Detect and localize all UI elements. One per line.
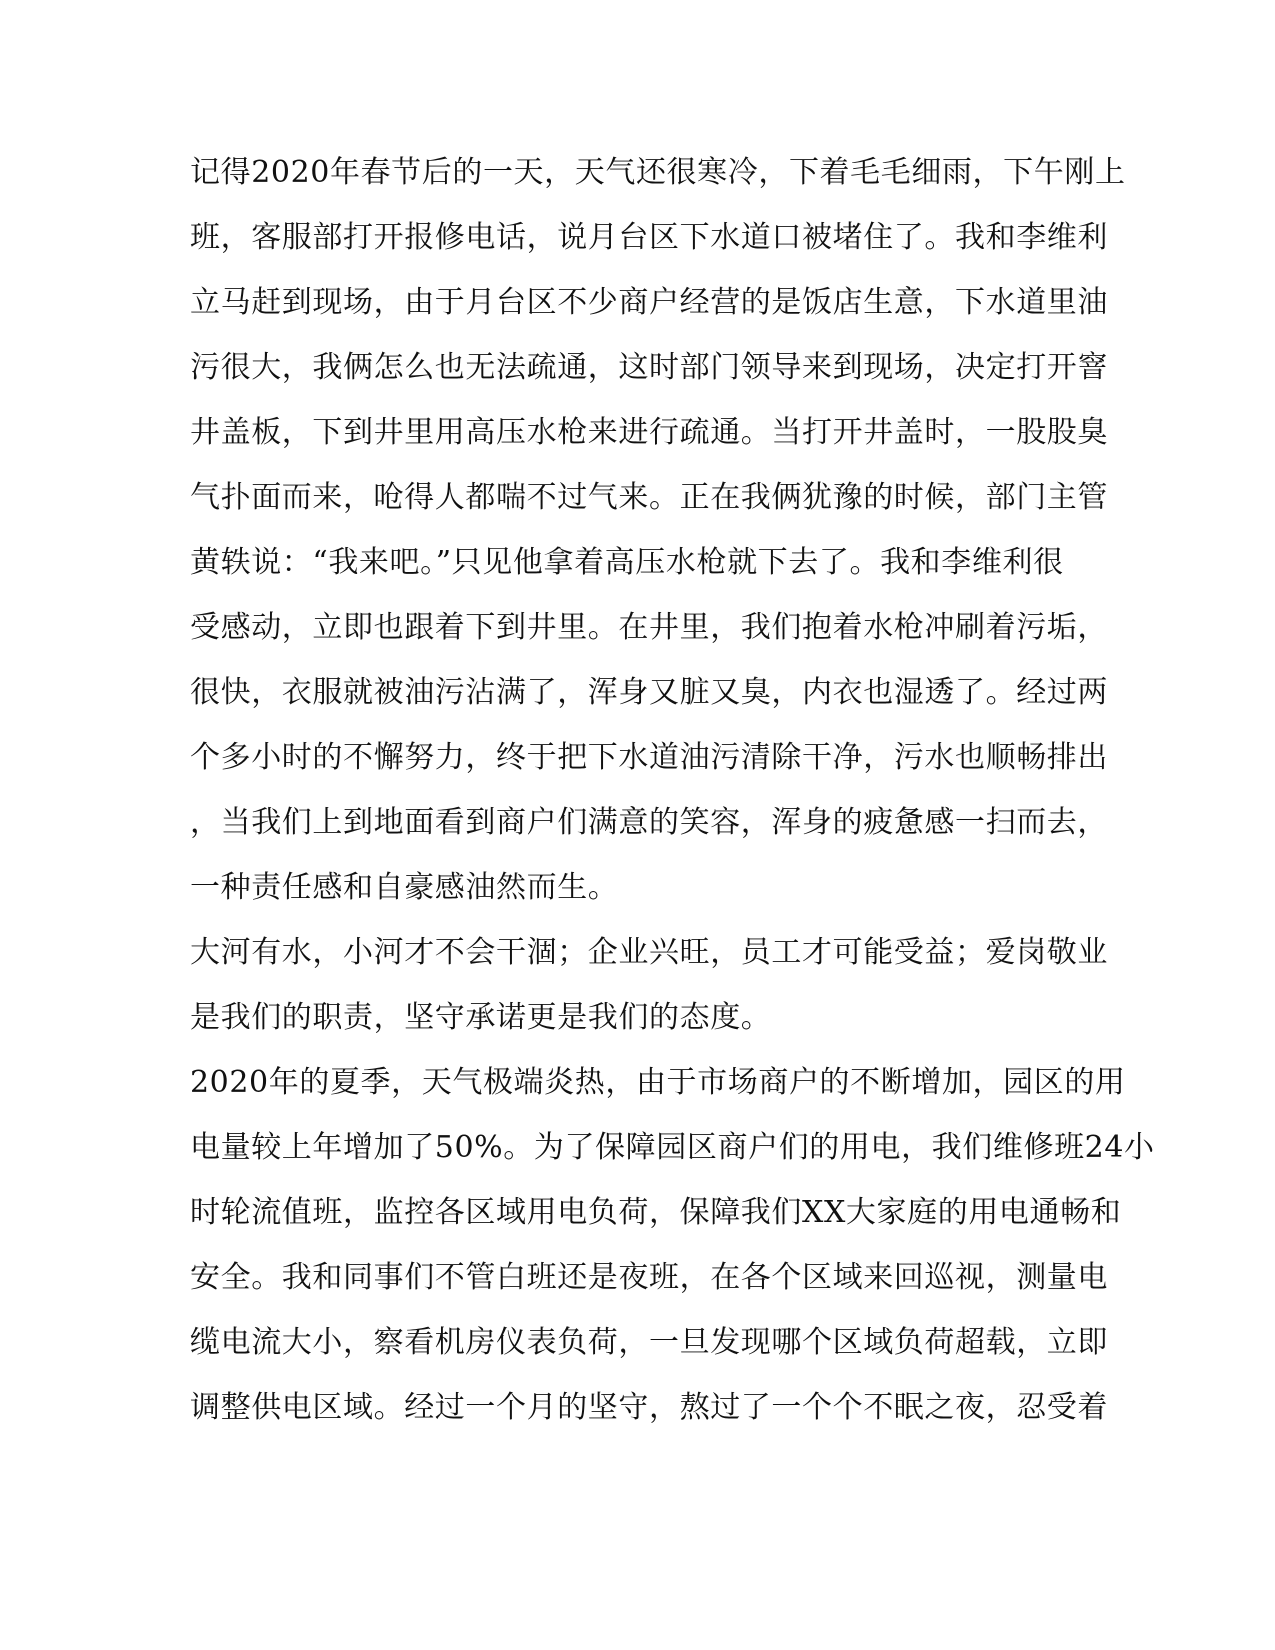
text-line-12: 一种责任感和自豪感油然而生。 xyxy=(190,870,619,905)
text-line-3: 立马赶到现场，由于月台区不少商户经营的是饭店生意，下水道里油 xyxy=(190,285,1108,320)
text-line-13: 大河有水，小河才不会干涸；企业兴旺，员工才可能受益；爱岗敬业 xyxy=(190,935,1108,970)
text-line-11: ，当我们上到地面看到商户们满意的笑容，浑身的疲惫感一扫而去， xyxy=(190,805,1108,840)
text-line-8: 受感动，立即也跟着下到井里。在井里，我们抱着水枪冲刷着污垢， xyxy=(190,610,1108,645)
text-line-17: 时轮流值班，监控各区域用电负荷，保障我们XX大家庭的用电通畅和 xyxy=(190,1195,1122,1230)
text-line-1: 记得2020年春节后的一天，天气还很寒冷，下着毛毛细雨，下午刚上 xyxy=(190,155,1126,190)
text-line-15: 2020年的夏季，天气极端炎热，由于市场商户的不断增加，园区的用 xyxy=(190,1065,1126,1100)
text-line-4: 污很大，我俩怎么也无法疏通，这时部门领导来到现场，决定打开窨 xyxy=(190,350,1108,385)
text-line-2: 班，客服部打开报修电话，说月台区下水道口被堵住了。我和李维利 xyxy=(190,220,1108,255)
text-line-20: 调整供电区域。经过一个月的坚守，熬过了一个个不眠之夜，忍受着 xyxy=(190,1390,1108,1425)
text-line-19: 缆电流大小，察看机房仪表负荷，一旦发现哪个区域负荷超载，立即 xyxy=(190,1325,1108,1360)
text-line-10: 个多小时的不懈努力，终于把下水道油污清除干净，污水也顺畅排出 xyxy=(190,740,1108,775)
text-line-9: 很快，衣服就被油污沾满了，浑身又脏又臭，内衣也湿透了。经过两 xyxy=(190,675,1108,710)
text-line-7: 黄轶说：“我来吧。”只见他拿着高压水枪就下去了。我和李维利很 xyxy=(190,545,1064,580)
text-line-18: 安全。我和同事们不管白班还是夜班，在各个区域来回巡视，测量电 xyxy=(190,1260,1108,1295)
text-line-6: 气扑面而来，呛得人都喘不过气来。正在我俩犹豫的时候，部门主管 xyxy=(190,480,1108,515)
body-text xyxy=(190,140,1155,1440)
text-line-14: 是我们的职责，坚守承诺更是我们的态度。 xyxy=(190,1000,772,1035)
text-line-5: 井盖板，下到井里用高压水枪来进行疏通。当打开井盖时，一股股臭 xyxy=(190,415,1108,450)
text-line-16: 电量较上年增加了50%。为了保障园区商户们的用电，我们维修班24小 xyxy=(190,1130,1155,1165)
